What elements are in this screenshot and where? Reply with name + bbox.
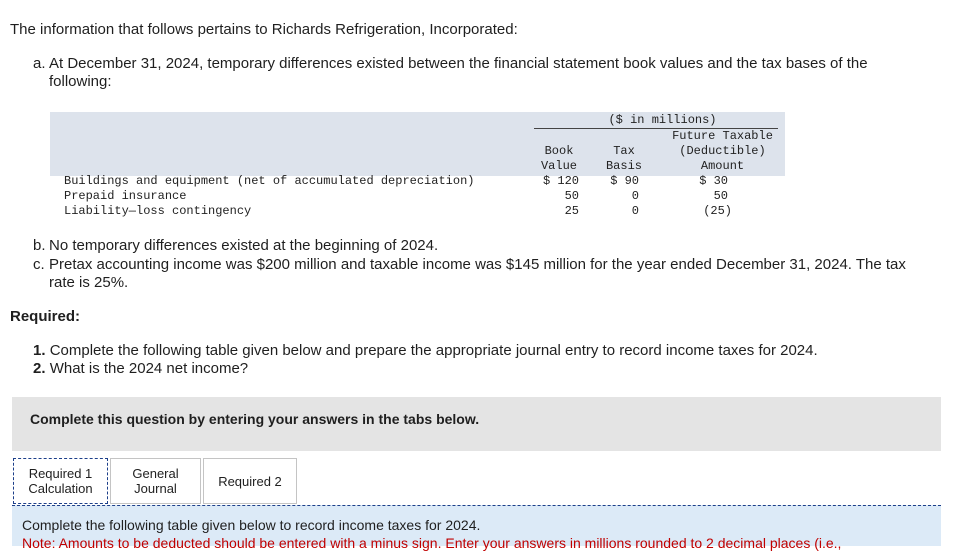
row-book: 50	[564, 189, 579, 203]
col-tax-line2: Basis	[605, 159, 642, 173]
col-future-line3: Amount	[700, 159, 745, 173]
row-tax: 0	[631, 204, 639, 218]
instruction-text: Complete this question by entering your answers in the tabs below.	[30, 411, 480, 427]
col-future-line2: (Deductible)	[679, 144, 766, 158]
tab-label	[132, 466, 178, 496]
tab-label-line1: Required 1	[28, 466, 93, 481]
tab-required-2[interactable]	[203, 458, 297, 504]
required-item-1-text: Complete the following table given below and prepare the appropriate journal entry to record income taxes for 2024.	[49, 342, 818, 359]
item-b-label: b.	[33, 237, 46, 254]
row-book: $ 120	[542, 174, 579, 188]
tab-required-1-calculation[interactable]	[13, 458, 108, 504]
col-tax-line1: Tax	[613, 144, 635, 158]
tab-panel	[12, 505, 941, 551]
intro-text: The information that follows pertains to Richards Refrigeration, Incorporated:	[10, 21, 518, 38]
row-tax: 0	[631, 189, 639, 203]
tab-label-line2: Calculation	[28, 481, 93, 496]
col-future-line1: Future Taxable	[672, 129, 773, 143]
tab-label	[28, 466, 92, 496]
col-book-line2: Value	[540, 159, 577, 173]
instruction-box	[12, 397, 941, 451]
panel-instruction: Complete the following table given below to record income taxes for 2024.	[22, 517, 481, 533]
temporary-differences-table	[50, 112, 785, 222]
tab-label-line1: Required 2	[218, 473, 282, 489]
item-b	[33, 237, 933, 255]
row-tax: $ 90	[610, 174, 639, 188]
unit-header: ($ in millions)	[608, 113, 717, 127]
row-future: 50	[713, 189, 728, 203]
item-c	[33, 256, 933, 292]
row-future: $ 30	[699, 174, 728, 188]
item-a-label: a.	[33, 55, 46, 72]
required-title: Required:	[10, 308, 81, 325]
item-a-text: At December 31, 2024, temporary differences existed between the financial statement book values and the tax bases of the following:	[49, 55, 868, 90]
panel-note: Note: Amounts to be deducted should be entered with a minus sign. Enter your answers in millions rounded to 2 decimal places (i.e.,	[22, 535, 842, 551]
item-b-text: No temporary differences existed at the beginning of 2024.	[49, 237, 439, 254]
required-item-2	[33, 360, 248, 378]
tab-label-line1: General	[132, 466, 179, 481]
required-item-2-text: What is the 2024 net income?	[49, 360, 249, 377]
required-item-1-num: 1.	[33, 342, 46, 359]
row-label: Buildings and equipment (net of accumulated depreciation)	[64, 174, 475, 188]
required-item-2-num: 2.	[33, 360, 46, 377]
row-book: 25	[564, 204, 579, 218]
item-c-label: c.	[33, 256, 45, 273]
col-book-line1: Book	[544, 144, 574, 158]
tab-label-line2: Journal	[134, 481, 177, 496]
item-a	[33, 55, 933, 91]
required-item-1	[33, 342, 818, 360]
row-future: (25)	[703, 204, 732, 218]
item-c-text: Pretax accounting income was $200 million and taxable income was $145 million for the year ended December 31, 2024. The tax rate is 25%.	[49, 256, 906, 291]
row-label: Liability—loss contingency	[64, 204, 252, 218]
tab-general-journal[interactable]	[110, 458, 201, 504]
row-label: Prepaid insurance	[64, 189, 187, 203]
